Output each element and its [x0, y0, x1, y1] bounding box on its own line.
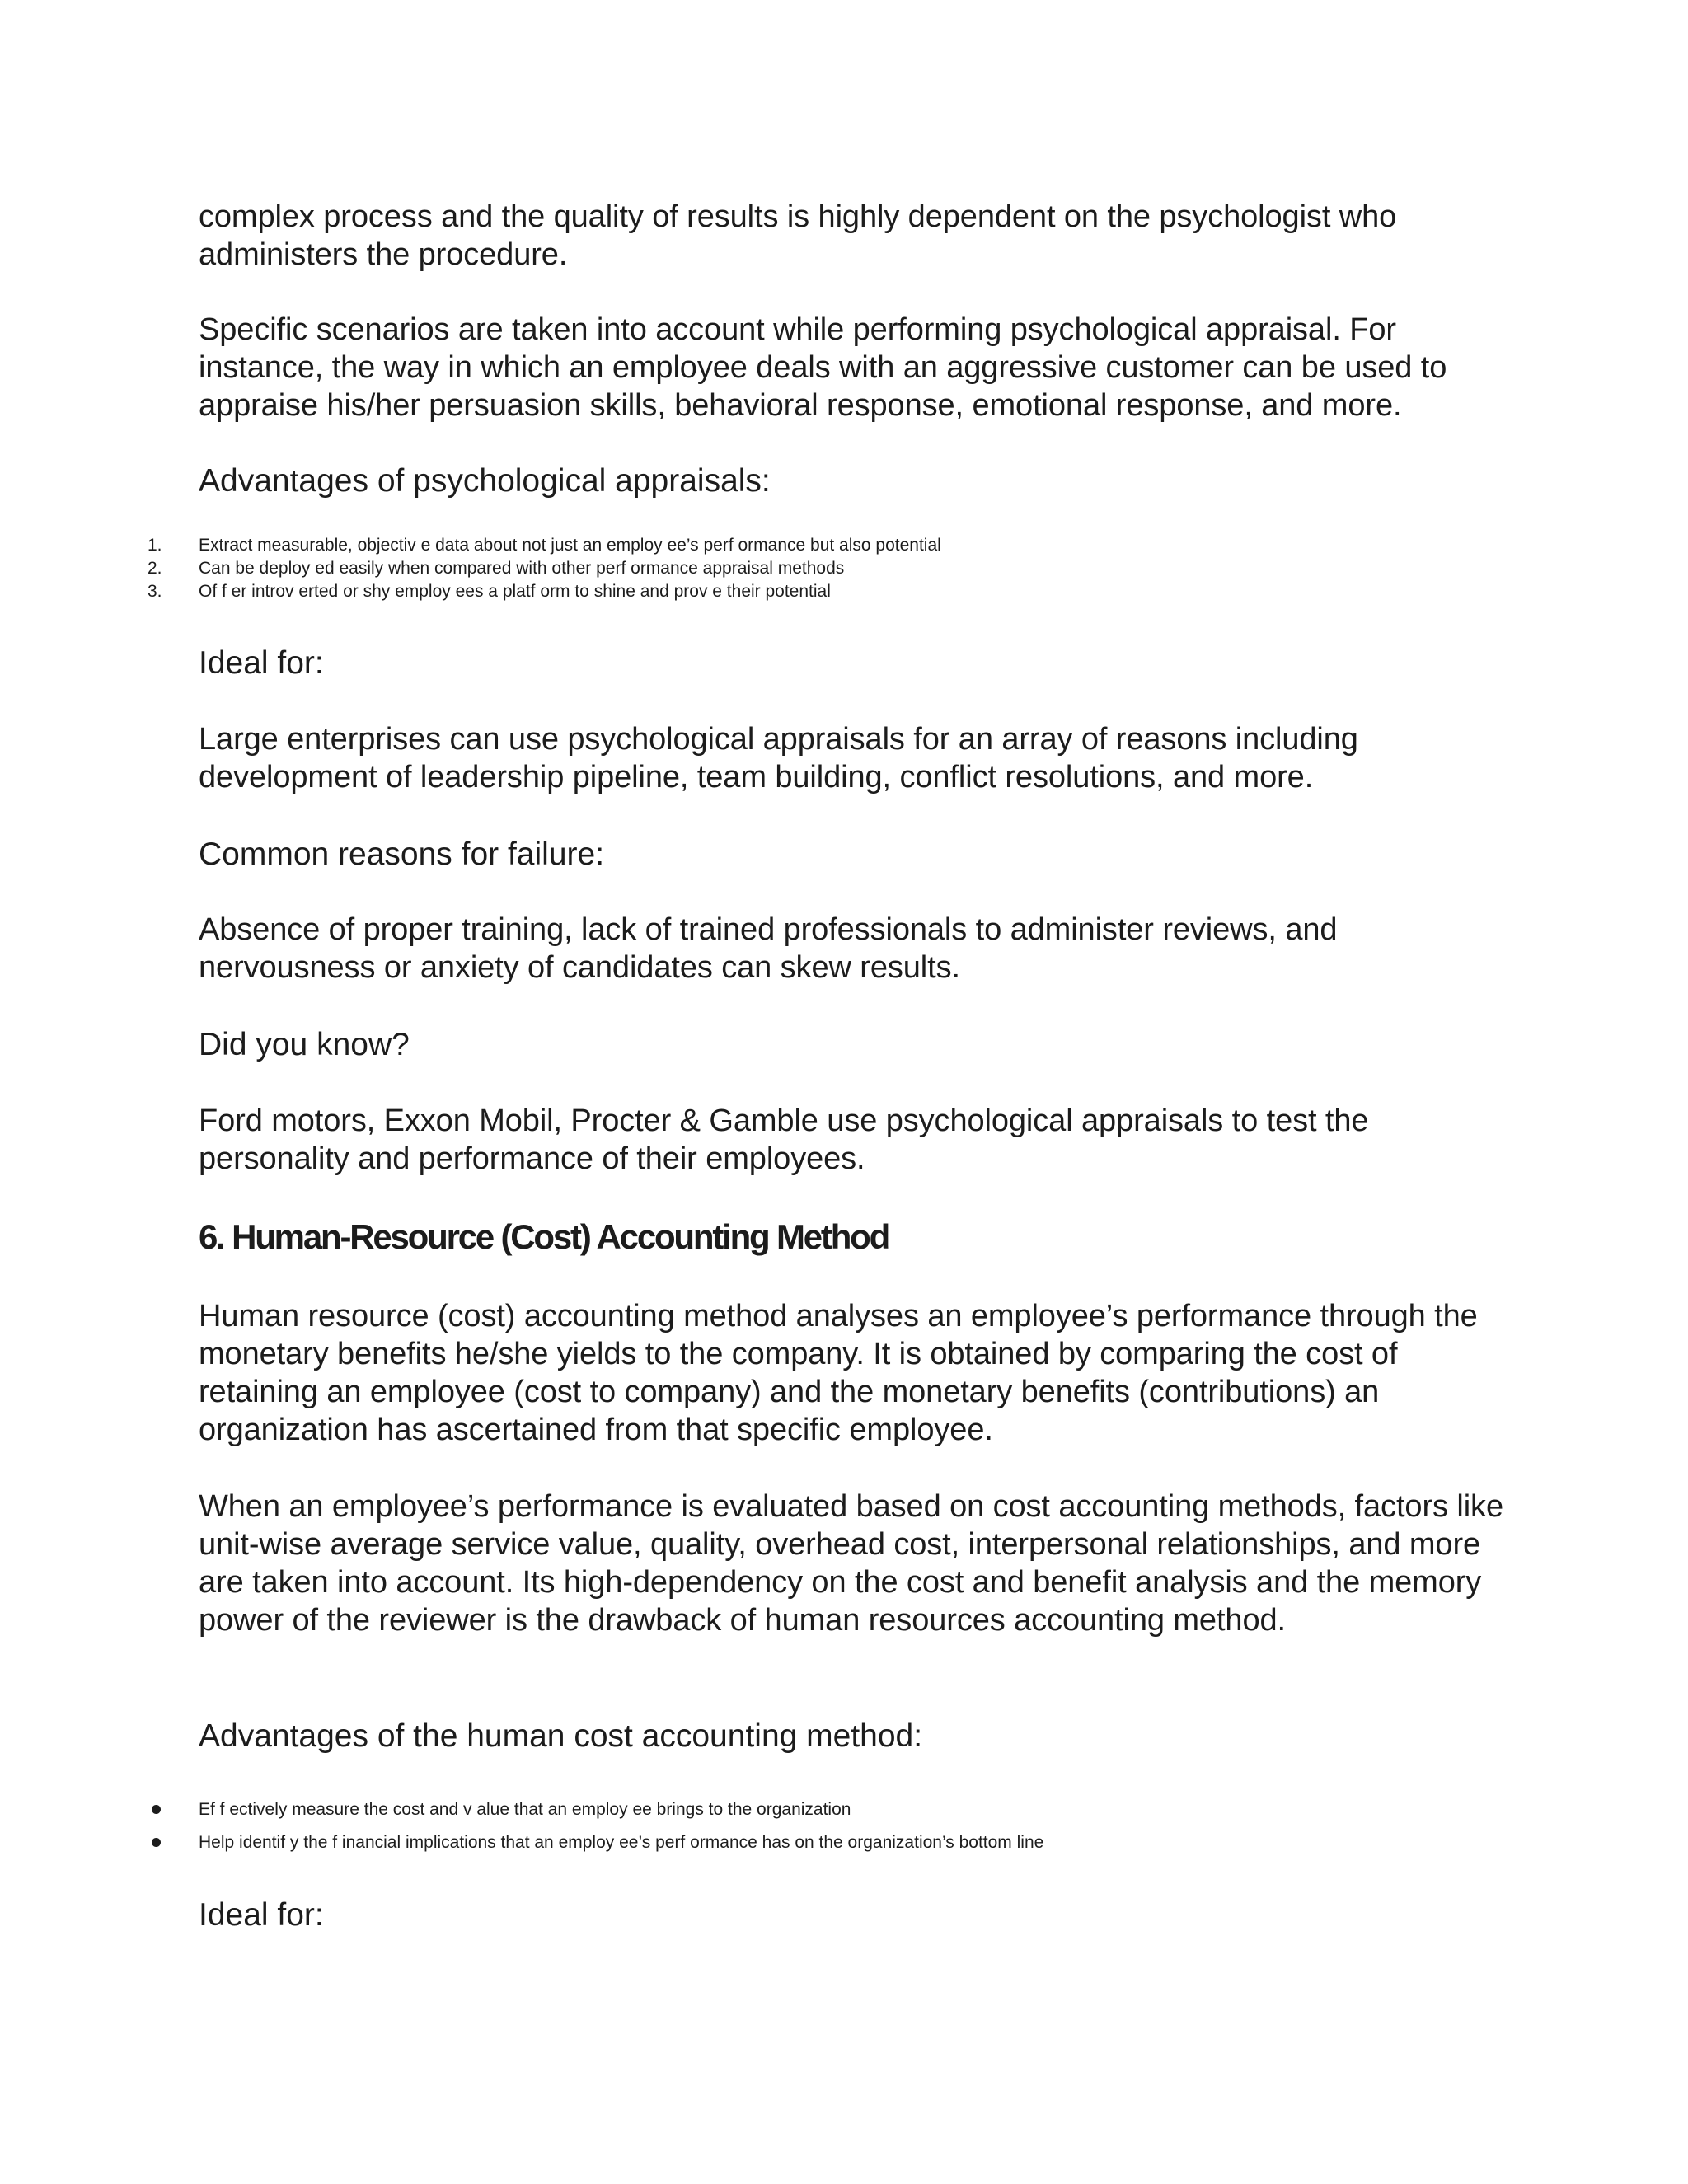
- list-item-text: Ef f ectively measure the cost and v alue that an employ ee brings to the organization: [199, 1800, 851, 1819]
- section-title-hr-accounting: 6. Human-Resource (Cost) Accounting Method: [199, 1217, 889, 1256]
- paragraph-large-enterprises: Large enterprises can use psychological appraisals for an array of reasons including development of leadership pipeline, team building, conflict resolutions, and more.: [199, 722, 1358, 794]
- list-item-text: Can be deploy ed easily when compared with other perf ormance appraisal methods: [199, 559, 845, 578]
- list-number: 2.: [148, 559, 162, 578]
- paragraph-absence-training: Absence of proper training, lack of trained professionals to administer reviews, and nervousness or anxiety of candidates can skew results.: [199, 912, 1338, 985]
- paragraph-hr-accounting-2: When an employee’s performance is evaluated based on cost accounting methods, factors like unit-wise average service value, quality, overhead cost, interpersonal relationships, and more are taken into account. Its high-dependency on the cost and benefit analysis and the memory power of the reviewer is the drawback of human resources accounting method.: [199, 1489, 1503, 1638]
- paragraph-specific-scenarios: Specific scenarios are taken into account while performing psychological appraisal. For instance, the way in which an employee deals with an aggressive customer can be used to appraise his/her persuasion skills, behavioral response, emotional response, and more.: [199, 312, 1447, 423]
- list-item-text: Of f er introv erted or shy employ ees a platf orm to shine and prov e their potential: [199, 582, 831, 601]
- list-item-text: Help identif y the f inancial implications that an employ ee’s perf ormance has on the organization’s bottom line: [199, 1833, 1044, 1852]
- list-number: 3.: [148, 582, 162, 601]
- heading-advantages-hr: Advantages of the human cost accounting method:: [199, 1718, 923, 1754]
- bullet-icon: [152, 1805, 161, 1814]
- list-number: 1.: [148, 536, 162, 555]
- heading-did-you-know: Did you know?: [199, 1027, 410, 1062]
- paragraph-hr-accounting-1: Human resource (cost) accounting method analyses an employee’s performance through the monetary benefits he/she yields to the company. It is obtained by comparing the cost of retaining an employee (cost to company) and the monetary benefits (contributions) an organization has ascertained from that specific employee.: [199, 1299, 1478, 1447]
- heading-advantages-psychological: Advantages of psychological appraisals:: [199, 463, 771, 499]
- paragraph-ford-motors: Ford motors, Exxon Mobil, Procter & Gamble use psychological appraisals to test the personality and performance of their employees.: [199, 1104, 1369, 1176]
- paragraph-complex-process: complex process and the quality of results is highly dependent on the psychologist who administers the procedure.: [199, 199, 1397, 272]
- heading-common-reasons: Common reasons for failure:: [199, 837, 605, 872]
- list-item-text: Extract measurable, objectiv e data about not just an employ ee’s perf ormance but also potential: [199, 536, 941, 555]
- heading-ideal-for-2: Ideal for:: [199, 1897, 324, 1933]
- bullet-icon: [152, 1838, 161, 1847]
- heading-ideal-for-1: Ideal for:: [199, 645, 324, 681]
